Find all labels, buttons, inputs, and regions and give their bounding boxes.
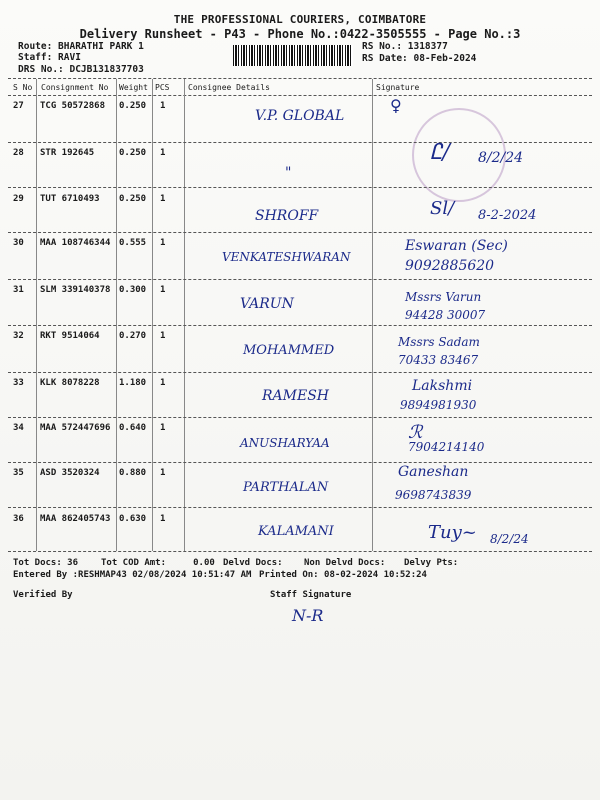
row-weight: 0.630 bbox=[119, 514, 147, 524]
row-signature-phone: 9698743839 bbox=[395, 488, 472, 502]
row-signature: Mssrs Varun bbox=[405, 290, 482, 304]
row-consignment: KLK 8078228 bbox=[40, 378, 100, 388]
row-pcs: 1 bbox=[160, 238, 166, 248]
rs-number: RS No.: 1318377 bbox=[362, 41, 448, 52]
row-sno: 33 bbox=[13, 378, 24, 388]
row-pcs: 1 bbox=[160, 285, 166, 295]
row-rule bbox=[8, 232, 592, 233]
row-consignee: RAMESH bbox=[262, 388, 330, 404]
col-divider bbox=[36, 79, 37, 551]
verified-by: Verified By bbox=[13, 590, 73, 600]
row-weight: 0.270 bbox=[119, 331, 147, 341]
row-rule bbox=[8, 142, 592, 143]
row-consignment: SLM 339140378 bbox=[40, 285, 111, 295]
row-sno: 30 bbox=[13, 238, 24, 248]
runsheet-title: Delivery Runsheet - P43 - Phone No.:0422-3505555 - Page No.:3 bbox=[79, 27, 521, 41]
col-weight: Weight bbox=[119, 83, 148, 92]
row-consignee: SHROFF bbox=[255, 208, 319, 224]
delvd-docs: Delvd Docs: bbox=[223, 558, 283, 568]
row-consignment: RKT 9514064 bbox=[40, 331, 100, 341]
entered-by: Entered By :RESHMAP43 02/08/2024 10:51:47 AM bbox=[13, 570, 252, 580]
row-signature: Sl∕ bbox=[430, 198, 455, 219]
printed-on: Printed On: 08-02-2024 10:52:24 bbox=[259, 570, 427, 580]
row-rule bbox=[8, 417, 592, 418]
delvy-pts: Delvy Pts: bbox=[404, 558, 459, 568]
header-bottom-rule bbox=[8, 95, 592, 96]
row-consignee: " bbox=[285, 165, 292, 181]
row-consignment: TCG 50572868 bbox=[40, 101, 106, 111]
col-divider bbox=[116, 79, 117, 551]
row-weight: 0.300 bbox=[119, 285, 147, 295]
row-signature-phone: 9894981930 bbox=[400, 398, 477, 412]
row-signature: Ganeshan bbox=[398, 464, 469, 480]
row-sno: 36 bbox=[13, 514, 24, 524]
row-sno: 28 bbox=[13, 148, 24, 158]
barcode bbox=[233, 45, 353, 66]
row-consignee: V.P. GLOBAL bbox=[255, 108, 345, 124]
staff-signature-label: Staff Signature bbox=[270, 590, 352, 600]
row-signature: ♀ bbox=[390, 96, 402, 115]
drs-number: DRS No.: DCJB131837703 bbox=[18, 64, 144, 75]
staff-label: Staff: RAVI bbox=[18, 52, 81, 63]
company-name: THE PROFESSIONAL COURIERS, COIMBATORE bbox=[173, 13, 427, 26]
row-pcs: 1 bbox=[160, 148, 166, 158]
non-delvd-docs: Non Delvd Docs: bbox=[304, 558, 386, 568]
row-signature: Lakshmi bbox=[412, 378, 473, 394]
row-sno: 31 bbox=[13, 285, 24, 295]
row-pcs: 1 bbox=[160, 468, 166, 478]
row-sno: 32 bbox=[13, 331, 24, 341]
col-divider bbox=[184, 79, 185, 551]
row-consignment: MAA 572447696 bbox=[40, 423, 111, 433]
col-signature: Signature bbox=[376, 83, 420, 92]
route-label: Route: BHARATHI PARK 1 bbox=[18, 41, 144, 52]
row-weight: 0.555 bbox=[119, 238, 147, 248]
row-rule bbox=[8, 462, 592, 463]
row-consignment: ASD 3520324 bbox=[40, 468, 100, 478]
col-divider bbox=[372, 79, 373, 551]
row-signature: Tuy~ bbox=[428, 522, 477, 543]
row-consignee: VENKATESHWARAN bbox=[222, 250, 351, 264]
row-signature: ℛ bbox=[408, 422, 423, 443]
row-signature: Eswaran (Sec) bbox=[405, 238, 508, 254]
row-signature-phone: 94428 30007 bbox=[405, 308, 486, 322]
row-weight: 0.250 bbox=[119, 148, 147, 158]
row-weight: 0.640 bbox=[119, 423, 147, 433]
row-weight: 0.880 bbox=[119, 468, 147, 478]
row-consignee: ANUSHARYAA bbox=[240, 436, 330, 450]
row-pcs: 1 bbox=[160, 331, 166, 341]
row-pcs: 1 bbox=[160, 378, 166, 388]
row-weight: 1.180 bbox=[119, 378, 147, 388]
row-consignment: TUT 6710493 bbox=[40, 194, 100, 204]
tot-cod: Tot COD Amt: 0.00 bbox=[101, 558, 215, 568]
col-consignment: Consignment No bbox=[41, 83, 109, 92]
row-signature-phone: 7904214140 bbox=[408, 440, 485, 454]
row-sno: 35 bbox=[13, 468, 24, 478]
col-sno: S No bbox=[13, 83, 33, 92]
row-rule bbox=[8, 325, 592, 326]
row-rule bbox=[8, 187, 592, 188]
row-signature: Ꮭ∕ bbox=[430, 140, 450, 165]
row-signature-phone: 70433 83467 bbox=[398, 353, 479, 367]
row-sno: 34 bbox=[13, 423, 24, 433]
row-consignment: MAA 862405743 bbox=[40, 514, 111, 524]
row-weight: 0.250 bbox=[119, 194, 147, 204]
col-consignee: Consignee Details bbox=[188, 83, 270, 92]
row-consignee: PARTHALAN bbox=[243, 480, 329, 495]
row-signature-date: 8-2-2024 bbox=[478, 208, 537, 223]
rs-date: RS Date: 08-Feb-2024 bbox=[362, 53, 477, 64]
staff-signature-mark: N-R bbox=[292, 606, 324, 625]
row-consignee: KALAMANI bbox=[258, 524, 334, 539]
row-rule bbox=[8, 279, 592, 280]
row-consignment: MAA 108746344 bbox=[40, 238, 111, 248]
col-divider bbox=[152, 79, 153, 551]
row-pcs: 1 bbox=[160, 101, 166, 111]
row-weight: 0.250 bbox=[119, 101, 147, 111]
row-signature-date: 8/2/24 bbox=[490, 532, 529, 546]
row-consignee: VARUN bbox=[240, 296, 294, 312]
row-consignee: MOHAMMED bbox=[243, 343, 335, 358]
tot-docs: Tot Docs: 36 bbox=[13, 558, 79, 568]
row-pcs: 1 bbox=[160, 514, 166, 524]
row-signature: Mssrs Sadam bbox=[398, 335, 480, 349]
row-signature-phone: 9092885620 bbox=[405, 258, 495, 274]
row-rule bbox=[8, 551, 592, 552]
row-rule bbox=[8, 372, 592, 373]
row-consignment: STR 192645 bbox=[40, 148, 95, 158]
row-sno: 27 bbox=[13, 101, 24, 111]
row-rule bbox=[8, 507, 592, 508]
row-pcs: 1 bbox=[160, 423, 166, 433]
row-signature-date: 8/2/24 bbox=[478, 150, 524, 166]
col-pcs: PCS bbox=[155, 83, 170, 92]
row-pcs: 1 bbox=[160, 194, 166, 204]
row-sno: 29 bbox=[13, 194, 24, 204]
table-top-rule bbox=[8, 78, 592, 79]
